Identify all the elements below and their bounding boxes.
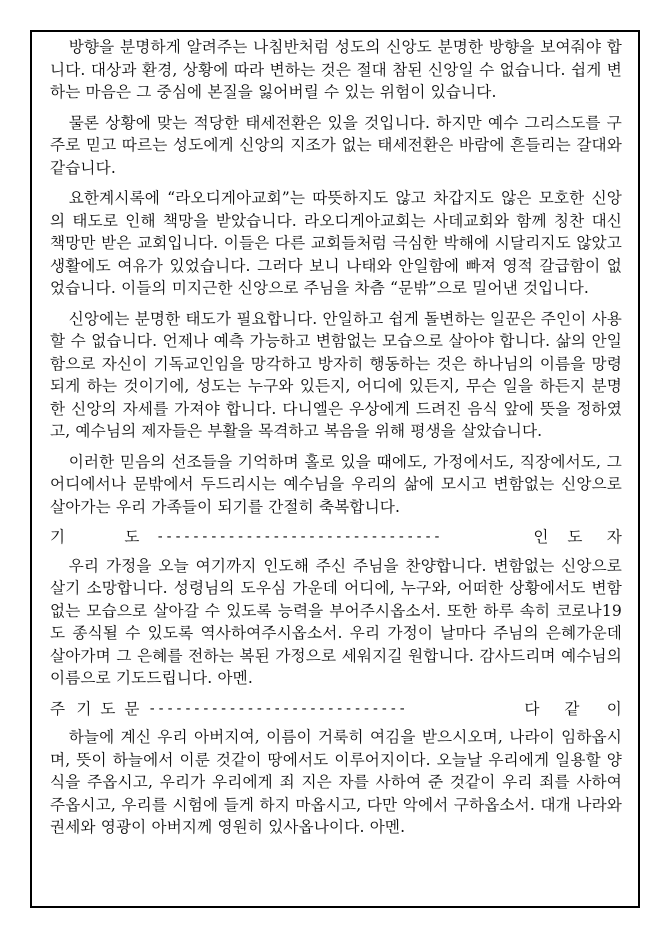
prayer-heading-char: 도 bbox=[124, 528, 140, 546]
lords-prayer-heading-char: 이 bbox=[606, 699, 622, 718]
lords-prayer-heading-char: 주 bbox=[50, 699, 66, 718]
sermon-paragraph-4: 신앙에는 분명한 태도가 필요합니다. 안일하고 쉽게 돌변하는 일꾼은 주인이 사용할 수 없습니다. 언제나 예측 가능하고 변함없는 모습으로 살아야 합니다. 삶의 안일함으로 자신이 기독교인임을 망각하고 방자히 행동하는 것은 하나님의 이름을 망령되게 하는 것이기에, 성도는 누구와 있든지, 어디에 있든지, 무슨 일을 하든지 분명한 신앙의 자세를 가져야 합니다. 다니엘은 우상에게 드려진 음식 앞에 뜻을 정하였고, 예수님의 제자들은 부활을 목격하고 복음을 위해 평생을 살았습니다. bbox=[50, 309, 622, 440]
lords-prayer-heading-char: 다 bbox=[524, 699, 540, 718]
prayer-heading-char: 인 bbox=[533, 528, 549, 546]
lords-prayer-heading-title bbox=[50, 698, 144, 721]
prayer-heading-char: 자 bbox=[606, 528, 622, 546]
prayer-heading-char: 도 bbox=[567, 528, 583, 546]
lords-prayer-heading-char: 기 bbox=[76, 699, 92, 718]
prayer-heading bbox=[50, 526, 622, 549]
lords-prayer-heading-char: 같 bbox=[564, 699, 580, 718]
prayer-heading-dashes: -------------------------------- bbox=[156, 529, 442, 545]
lords-prayer-heading-char: 도 bbox=[100, 699, 116, 718]
prayer-heading-title bbox=[50, 526, 152, 549]
sermon-paragraph-2: 물론 상황에 맞는 적당한 태세전환은 있을 것입니다. 하지만 예수 그리스도를 구주로 믿고 따르는 성도에게 신앙의 지조가 없는 태세전환은 바람에 흔들리는 갈대와 같습니다. bbox=[50, 113, 622, 177]
lords-prayer-heading bbox=[50, 698, 622, 721]
sermon-paragraph-5: 이러한 믿음의 선조들을 기억하며 홀로 있을 때에도, 가정에서도, 직장에서도, 그 어디에서나 문밖에서 두드리시는 예수님을 우리의 삶에 모시고 변함없는 신앙으로 살아가는 우리 가족들이 되기를 간절히 축복합니다. bbox=[50, 452, 622, 516]
prayer-text: 우리 가정을 오늘 여기까지 인도해 주신 주님을 찬양합니다. 변함없는 신앙으로 살기 소망합니다. 성령님의 도우심 가운데 어디에, 누구와, 어떠한 상황에서도 변함없는 모습으로 살아갈 수 있도록 능력을 부어주시옵소서. 또한 하루 속히 코로나19도 종식될 수 있도록 역사하여주시옵소서. 우리 가정이 날마다 주님의 은혜가운데 살아가며 그 은혜를 전하는 복된 가정으로 세워지길 원합니다. 감사드리며 예수님의 이름으로 기도드립니다. 아멘. bbox=[50, 556, 622, 687]
lords-prayer-heading-char: 문 bbox=[124, 699, 140, 718]
prayer-heading-leader bbox=[524, 526, 622, 549]
sermon-paragraph-3: 요한계시록에 “라오디게아교회”는 따뜻하지도 않고 차갑지도 않은 모호한 신앙의 태도로 인해 책망을 받았습니다. 라오디게아교회는 사데교회와 함께 칭찬 대신 책망만 받은 교회입니다. 이들은 다른 교회들처럼 극심한 박해에 시달리지도 않았고 생활에도 여유가 있었습니다. 그러다 보니 나태와 안일함에 빠져 영적 갈급함이 없었습니다. 이들의 미지근한 신앙으로 주님을 차츰 “문밖”으로 밀어낸 것입니다. bbox=[50, 189, 622, 297]
lords-prayer-heading-dashes: ----------------------------- bbox=[148, 700, 407, 717]
sermon-paragraph-1: 방향을 분명하게 알려주는 나침반처럼 성도의 신앙도 분명한 방향을 보여줘야 합니다. 대상과 환경, 상황에 따라 변하는 것은 절대 참된 신앙일 수 없습니다. 쉽게 변하는 마음은 그 중심에 본질을 잃어버릴 수 있는 위험이 있습니다. bbox=[50, 38, 622, 101]
lords-prayer-heading-together bbox=[512, 698, 622, 721]
prayer-heading-char: 기 bbox=[50, 528, 66, 546]
lords-prayer-text: 하늘에 계신 우리 아버지여, 이름이 거룩히 여김을 받으시오며, 나라이 임하옵시며, 뜻이 하늘에서 이룬 것같이 땅에서도 이루어지이다. 오늘날 우리에게 일용할 양식을 주옵시고, 우리가 우리에게 죄 지은 자를 사하여 준 것같이 우리 죄를 사하여 주옵시고, 우리를 시험에 들게 하지 마옵시고, 다만 악에서 구하옵소서. 대개 나라와 권세와 영광이 아버지께 영원히 있사옵나이다. 아멘. bbox=[50, 728, 622, 836]
bulletin-content bbox=[50, 36, 622, 847]
